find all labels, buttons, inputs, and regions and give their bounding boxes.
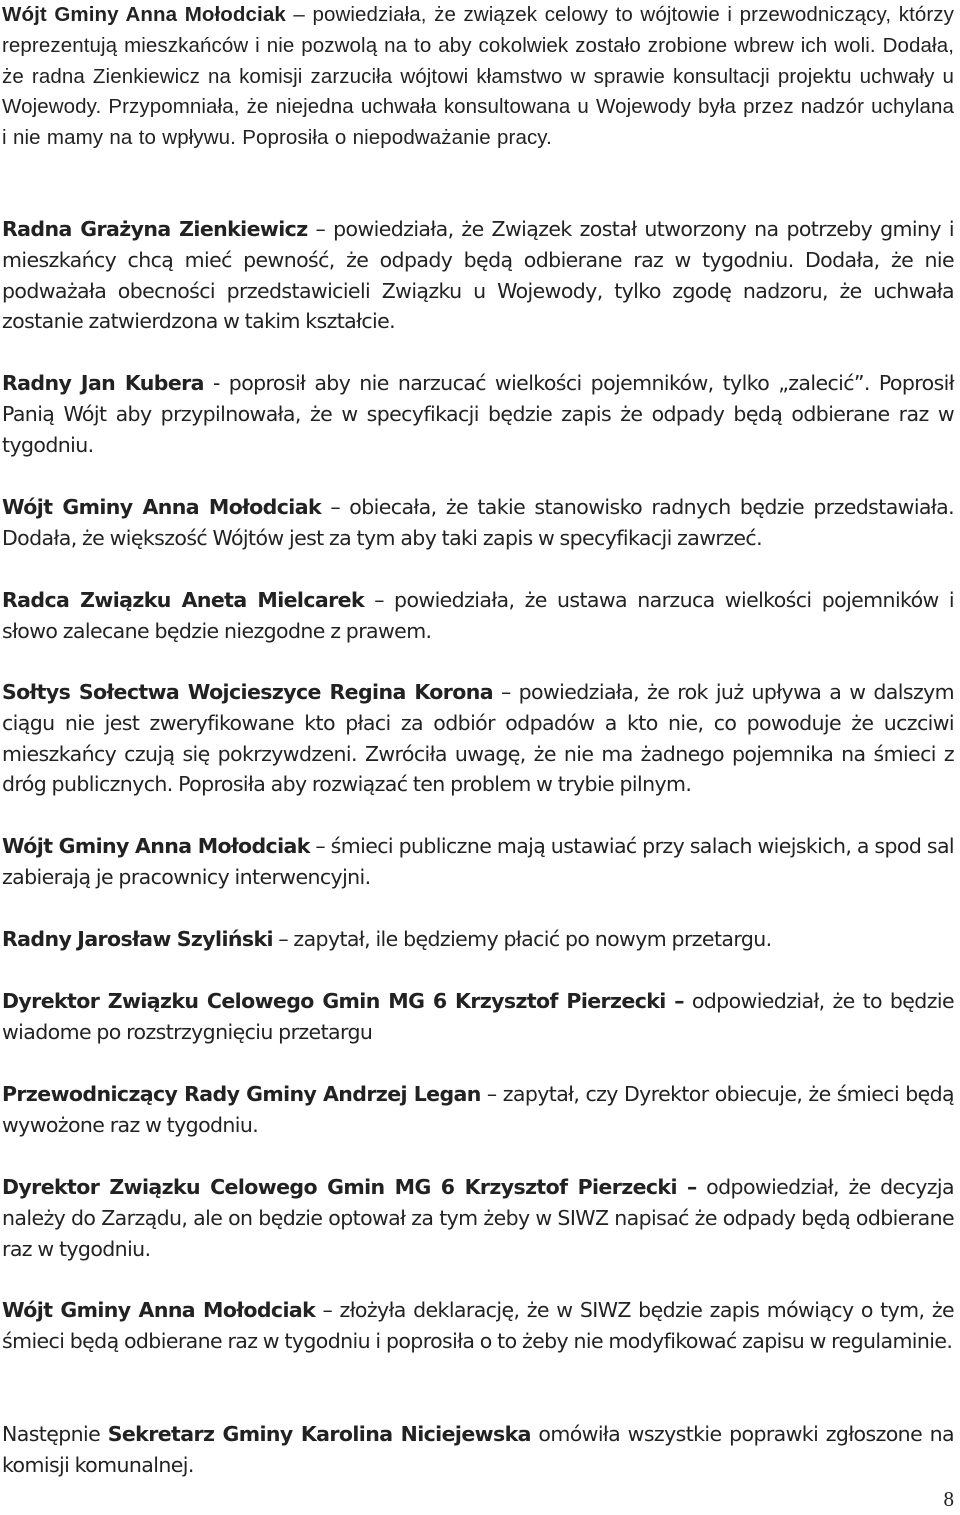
paragraph-11 — [2, 1172, 954, 1264]
paragraph-prefix: Następnie — [2, 1422, 108, 1446]
speaker-name: Radca Związku Aneta Mielcarek — [2, 588, 364, 612]
speaker-name: Sekretarz Gminy Karolina Niciejewska — [107, 1422, 531, 1446]
speaker-name: Sołtys Sołectwa Wojcieszyce Regina Korona — [2, 680, 493, 704]
paragraph-12 — [2, 1295, 954, 1357]
paragraph-text: – powiedziała, że ustawa narzuca wielkości pojemników i słowo zalecane będzie niezgodne z prawem. — [2, 588, 954, 643]
speaker-name: Dyrektor Związku Celowego Gmin MG 6 Krzysztof Pierzecki – — [2, 989, 684, 1013]
paragraph-text: – zapytał, czy Dyrektor obiecuje, że śmieci będą wywożone raz w tygodniu. — [2, 1082, 954, 1137]
paragraph-text: – zapytał, ile będziemy płacić po nowym przetargu. — [272, 927, 772, 951]
paragraph-text: – powiedziała, że Związek został utworzony na potrzeby gminy i mieszkańcy chcą mieć pewność, że odpady będą odbierane raz w tygodniu. Dodała, że nie podważała obecności przedstawicieli Związku u Wojewody, tylko zgodę nadzoru, że uchwała zostanie zatwierdzona w takim kształcie. — [2, 217, 954, 334]
paragraph-text: – śmieci publiczne mają ustawiać przy salach wiejskich, a spod sal zabierają je pracownicy interwencyjni. — [2, 834, 955, 889]
speaker-name: Wójt Gminy Anna Mołodciak — [2, 1298, 316, 1322]
paragraph-2 — [2, 214, 954, 337]
speaker-name: Przewodniczący Rady Gminy Andrzej Legan — [2, 1082, 481, 1106]
speaker-name: Dyrektor Związku Celowego Gmin MG 6 Krzysztof Pierzecki – — [2, 1175, 697, 1199]
paragraph-text: - poprosił aby nie narzucać wielkości pojemników, tylko „zalecić”. Poprosił Panią Wójt aby przypilnowała, że w specyfikacji będzie zapis że odpady będą odbierane raz w tygodniu. — [2, 371, 954, 457]
paragraph-4 — [2, 492, 954, 554]
paragraph-text: omówiła wszystkie poprawki zgłoszone na komisji komunalnej. — [2, 1422, 954, 1477]
paragraph-10 — [2, 1079, 954, 1141]
paragraph-text: odpowiedział, że to będzie wiadome po rozstrzygnięciu przetargu — [2, 989, 954, 1044]
speaker-name: Wójt Gminy Anna Mołodciak — [2, 834, 310, 858]
paragraph-8 — [2, 924, 954, 955]
speaker-name: Radny Jarosław Szyliński — [2, 927, 273, 951]
paragraph-13 — [2, 1419, 954, 1481]
paragraph-1 — [2, 0, 954, 154]
speaker-name: Radna Grażyna Zienkiewicz — [2, 217, 308, 241]
paragraph-text: – złożyła deklarację, że w SIWZ będzie zapis mówiący o tym, że śmieci będą odbierane raz w tygodniu i poprosiła o to żeby nie modyfikować zapisu w regulaminie. — [2, 1298, 954, 1353]
paragraph-text: odpowiedział, że decyzja należy do Zarządu, ale on będzie optował za tym żeby w SIWZ napisać że odpady będą odbierane raz w tygodniu. — [2, 1175, 954, 1261]
paragraph-9 — [2, 986, 954, 1048]
speaker-name: Wójt Gminy Anna Mołodciak — [2, 3, 286, 26]
paragraph-3 — [2, 368, 954, 460]
paragraph-text: – powiedziała, że związek celowy to wójtowie i przewodniczący, którzy reprezentują mieszkańców i nie pozwolą na to aby cokolwiek zostało zrobione wbrew ich woli. Dodała, że radna Zienkiewicz na komisji zarzuciła wójtowi kłamstwo w sprawie konsultacji projektu uchwały u Wojewody. Przypomniała, że niejedna uchwała konsultowana u Wojewody była przez nadzór uchylana i nie mamy na to wpływu. Poprosiła o niepodważanie pracy. — [2, 3, 955, 150]
speaker-name: Radny Jan Kubera — [2, 371, 204, 395]
paragraph-5 — [2, 585, 954, 647]
paragraph-7 — [2, 831, 954, 893]
paragraph-text: – powiedziała, że rok już upływa a w dalszym ciągu nie jest zweryfikowane kto płaci za odbiór odpadów a kto nie, co powoduje że uczciwi mieszkańcy czują się pokrzywdzeni. Zwróciła uwagę, że nie ma żadnego pojemnika na śmieci z dróg publicznych. Poprosiła aby rozwiązać ten problem w trybie pilnym. — [2, 680, 955, 797]
paragraph-text: – obiecała, że takie stanowisko radnych będzie przedstawiała. Dodała, że większość Wójtów jest za tym aby taki zapis w specyfikacji zawrzeć. — [2, 495, 954, 550]
speaker-name: Wójt Gminy Anna Mołodciak — [2, 495, 321, 519]
paragraph-6 — [2, 677, 954, 800]
page-number: 8 — [943, 1487, 954, 1511]
